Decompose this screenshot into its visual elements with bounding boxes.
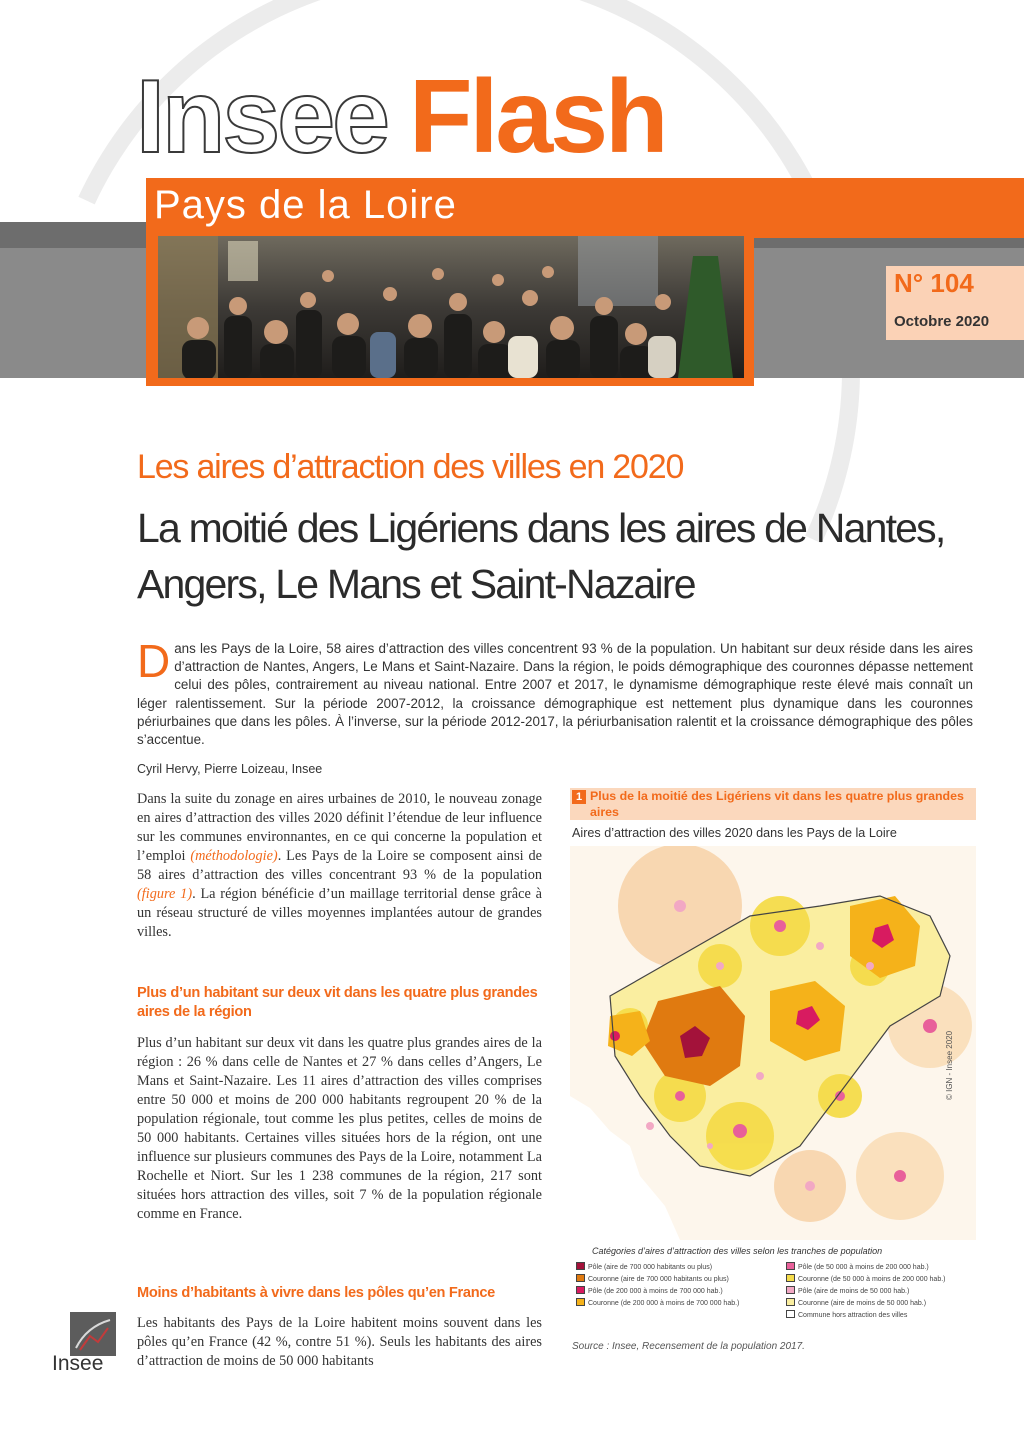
figure-subtitle: Aires d’attraction des villes 2020 dans les Pays de la Loire bbox=[572, 826, 897, 840]
legend-swatch bbox=[576, 1262, 585, 1270]
legend-swatch bbox=[576, 1298, 585, 1306]
legend-swatch bbox=[786, 1298, 795, 1306]
paragraph-intro bbox=[137, 790, 542, 942]
paragraph-fewer-in-poles: Les habitants des Pays de la Loire habitent moins souvent dans les pôles qu’en France (42 %, contre 51 %). Seuls les habitants des aires d’attraction de moins de 50 000 habitants bbox=[137, 1315, 542, 1369]
article-authors: Cyril Hervy, Pierre Loizeau, Insee bbox=[137, 762, 323, 776]
issue-date: Octobre 2020 bbox=[894, 313, 990, 330]
paragraph-intro-part-c: . La région bénéficie d’un maillage territorial dense grâce à un réseau structuré de villes moyennes implantées autour de grandes villes. bbox=[137, 886, 542, 940]
methodology-link[interactable]: (méthodologie) bbox=[190, 848, 278, 864]
figure-source: Source : Insee, Recensement de la population 2017. bbox=[572, 1341, 805, 1352]
figure-number: 1 bbox=[572, 790, 586, 804]
section-heading-fewer-in-poles: Moins d’habitants à vivre dans les pôles qu’en France bbox=[137, 1285, 495, 1301]
paragraph-intro-part-a: Dans la suite du zonage en aires urbaines de 2010, le nouveau zonage en aires d’attraction des villes 2020 définit l’étendue de leur influence sur les communes environnantes, en ce qui concerne la population et l’emploi bbox=[137, 791, 542, 864]
paragraph-four-largest-areas: Plus d’un habitant sur deux vit dans les quatre plus grandes aires de la région : 26 % dans celle de Nantes et 27 % dans celles d’Angers, Le Mans et Saint-Nazaire. Les 11 aires d’attraction des villes comprises entre 50 000 et moins de 200 000 habitants regroupent 20 % de la population régionale, tout comme les plus petites, celles de moins de 50 000 habitants. Certaines villes situées hors de la région, ont une influence sur plusieurs communes des Pays de la Loire, notamment La Rochelle et Niort. Sur les 1 238 communes de la région, 217 sont situées hors attraction des villes, soit 7 % de la population régionale comme en France. bbox=[137, 1035, 542, 1222]
region-name: Pays de la Loire bbox=[154, 183, 457, 227]
legend-swatch bbox=[786, 1286, 795, 1294]
lead-text: ans les Pays de la Loire, 58 aires d’attraction des villes concentrent 93 % de la population. Un habitant sur deux réside dans les aires d’attraction de Nantes, Angers, Le Mans et Saint-Nazaire. Dans la région, le poids démographique des couronnes dépasse nettement celui des pôles, contrairement au niveau national. Entre 2007 et 2017, le dynamisme démographique reste élevé mais connaît un léger ralentissement. Sur la période 2007-2012, la croissance démographique est nettement plus dynamique dans les couronnes périurbaines que dans les pôles. À l’inverse, sur la période 2012-2017, la périurbanisation ralentit et la croissance démographique des pôles s’accentue. bbox=[137, 641, 973, 748]
legend-swatch bbox=[786, 1310, 795, 1318]
legend-item: Commune hors attraction des villes bbox=[786, 1310, 907, 1322]
lead-dropcap: D bbox=[137, 635, 171, 687]
brand-flash-word: Flash bbox=[408, 59, 666, 175]
paragraph-intro-part-b: . Les Pays de la Loire se composent ainsi de 58 aires d’attraction des villes concentrant 93 % de la population bbox=[137, 848, 542, 883]
crowd-photo bbox=[158, 236, 744, 378]
legend-item: Pôle (aire de 700 000 habitants ou plus) bbox=[576, 1262, 712, 1274]
figure-1-link[interactable]: (figure 1) bbox=[137, 886, 193, 902]
map-credit: © IGN - Insee 2020 bbox=[945, 1030, 954, 1100]
legend-item: Pôle (de 200 000 à moins de 700 000 hab.) bbox=[576, 1286, 723, 1298]
legend-item: Couronne (aire de moins de 50 000 hab.) bbox=[786, 1298, 926, 1310]
section-heading-four-largest-areas: Plus d’un habitant sur deux vit dans les quatre plus grandes aires de la région bbox=[137, 985, 538, 1020]
article-kicker: Les aires d’attraction des villes en 2020 bbox=[137, 448, 684, 486]
legend-swatch bbox=[786, 1274, 795, 1282]
brand-logo bbox=[136, 58, 666, 178]
insee-logo-text: Insee bbox=[52, 1352, 104, 1375]
article-lead bbox=[137, 635, 973, 749]
insee-logo-icon bbox=[70, 1312, 116, 1356]
attraction-areas-map bbox=[570, 846, 976, 1240]
legend-swatch bbox=[576, 1274, 585, 1282]
legend-item: Couronne (de 200 000 à moins de 700 000 hab.) bbox=[576, 1298, 739, 1310]
legend-item: Pôle (de 50 000 à moins de 200 000 hab.) bbox=[786, 1262, 929, 1274]
legend-swatch bbox=[576, 1286, 585, 1294]
figure-title: Plus de la moitié des Ligériens vit dans les quatre plus grandes aires bbox=[590, 789, 964, 819]
map-legend-title: Catégories d’aires d’attraction des villes selon les tranches de population bbox=[592, 1246, 883, 1256]
legend-item: Pôle (aire de moins de 50 000 hab.) bbox=[786, 1286, 909, 1298]
legend-item: Couronne (de 50 000 à moins de 200 000 hab.) bbox=[786, 1274, 946, 1286]
issue-number: N° 104 bbox=[894, 268, 974, 298]
legend-swatch bbox=[786, 1262, 795, 1270]
article-headline: La moitié des Ligériens dans les aires de Nantes, Angers, Le Mans et Saint-Nazaire bbox=[137, 505, 945, 607]
legend-item: Couronne (aire de 700 000 habitants ou plus) bbox=[576, 1274, 729, 1286]
brand-insee-word: Insee bbox=[136, 59, 387, 175]
